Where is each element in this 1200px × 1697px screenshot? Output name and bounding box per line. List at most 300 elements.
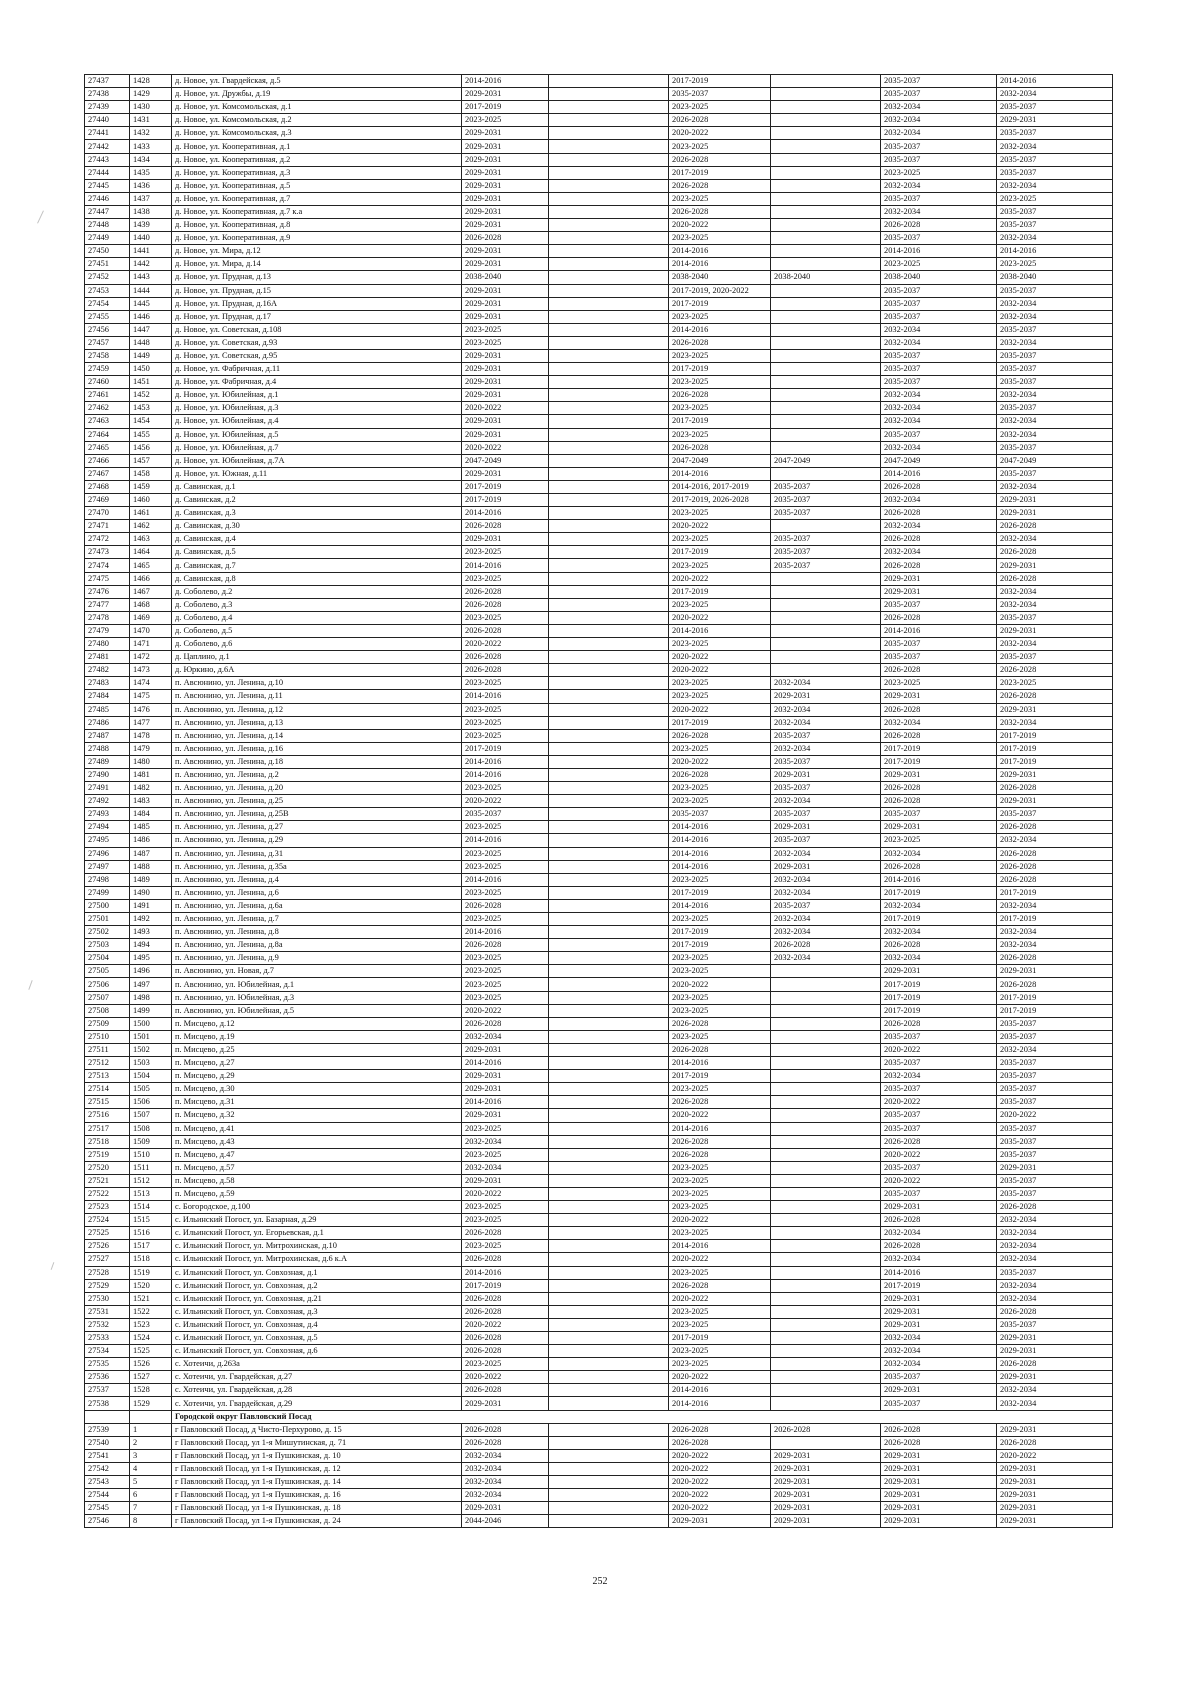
table-row	[85, 755, 1113, 768]
period-col-1-cell: 2020-2022	[462, 1371, 549, 1384]
address-cell: п. Мисцево, д.57	[172, 1161, 462, 1174]
address-cell: п. Мисцево, д.41	[172, 1122, 462, 1135]
period-col-6-cell: 2032-2034	[997, 140, 1113, 153]
row-local-number-cell: 1525	[130, 1345, 172, 1358]
table-row	[85, 179, 1113, 192]
period-col-4-cell	[771, 1030, 881, 1043]
period-col-5-cell: 2017-2019	[881, 1279, 997, 1292]
row-local-number-cell: 1435	[130, 166, 172, 179]
address-cell: д. Соболево, д.6	[172, 638, 462, 651]
period-col-3-cell: 2014-2016	[669, 899, 771, 912]
period-col-6-cell: 2035-2037	[997, 205, 1113, 218]
period-col-1-cell: 2029-2031	[462, 376, 549, 389]
period-col-3-cell: 2023-2025	[669, 1187, 771, 1200]
period-col-1-cell: 2023-2025	[462, 1148, 549, 1161]
row-id-cell: 27522	[85, 1187, 130, 1200]
period-col-4-cell	[771, 258, 881, 271]
row-local-number-cell: 1436	[130, 179, 172, 192]
period-col-3-cell: 2023-2025	[669, 1266, 771, 1279]
row-local-number-cell: 1520	[130, 1279, 172, 1292]
address-cell: п. Авсюнино, ул. Ленина, д.13	[172, 716, 462, 729]
address-cell: с. Ильинский Погост, ул. Совхозная, д.21	[172, 1292, 462, 1305]
table-row	[85, 127, 1113, 140]
row-id-cell: 27458	[85, 349, 130, 362]
period-col-4-cell: 2035-2037	[771, 808, 881, 821]
period-col-2-cell	[549, 1318, 669, 1331]
address-cell: с. Ильинский Погост, ул. Егорьевская, д.1	[172, 1227, 462, 1240]
period-col-5-cell: 2032-2034	[881, 402, 997, 415]
table-row	[85, 939, 1113, 952]
address-cell: с. Хотеичи, ул. Гвардейская, д.27	[172, 1371, 462, 1384]
row-id-cell: 27491	[85, 782, 130, 795]
row-id-cell: 27468	[85, 480, 130, 493]
period-col-6-cell: 2035-2037	[997, 153, 1113, 166]
period-col-6-cell: 2029-2031	[997, 624, 1113, 637]
table-row	[85, 520, 1113, 533]
table-row	[85, 716, 1113, 729]
row-local-number-cell: 1522	[130, 1305, 172, 1318]
address-cell: г Павловский Посад, ул 1-я Мишутинская, д. 71	[172, 1436, 462, 1449]
row-local-number-cell: 1501	[130, 1030, 172, 1043]
address-cell: г Павловский Посад, ул 1-я Пушкинская, д. 24	[172, 1515, 462, 1528]
period-col-5-cell: 2014-2016	[881, 873, 997, 886]
period-col-3-cell: 2026-2028	[669, 729, 771, 742]
address-cell: д. Новое, ул. Юбилейная, д.5	[172, 428, 462, 441]
period-col-2-cell	[549, 415, 669, 428]
period-col-6-cell: 2035-2037	[997, 402, 1113, 415]
table-row	[85, 1122, 1113, 1135]
period-col-1-cell: 2017-2019	[462, 101, 549, 114]
period-col-2-cell	[549, 166, 669, 179]
period-col-2-cell	[549, 258, 669, 271]
table-row	[85, 1214, 1113, 1227]
period-col-2-cell	[549, 1266, 669, 1279]
period-col-2-cell	[549, 1148, 669, 1161]
table-row	[85, 703, 1113, 716]
row-id-cell: 27471	[85, 520, 130, 533]
period-col-4-cell	[771, 441, 881, 454]
period-col-1-cell: 2014-2016	[462, 873, 549, 886]
period-col-3-cell: 2017-2019	[669, 297, 771, 310]
period-col-5-cell: 2035-2037	[881, 310, 997, 323]
period-col-3-cell: 2047-2049	[669, 454, 771, 467]
period-col-5-cell: 2023-2025	[881, 677, 997, 690]
period-col-5-cell: 2035-2037	[881, 232, 997, 245]
period-col-6-cell: 2026-2028	[997, 546, 1113, 559]
period-col-2-cell	[549, 873, 669, 886]
period-col-2-cell	[549, 559, 669, 572]
period-col-1-cell: 2029-2031	[462, 1502, 549, 1515]
period-col-4-cell	[771, 1305, 881, 1318]
period-col-5-cell: 2032-2034	[881, 205, 997, 218]
row-local-number-cell: 1486	[130, 834, 172, 847]
period-col-1-cell: 2029-2031	[462, 1083, 549, 1096]
address-cell: д. Новое, ул. Кооперативная, д.5	[172, 179, 462, 192]
scan-mark	[37, 210, 44, 223]
period-col-1-cell: 2032-2034	[462, 1030, 549, 1043]
table-row	[85, 795, 1113, 808]
section-title: Городской округ Павловский Посад	[172, 1410, 1113, 1423]
period-col-1-cell: 2017-2019	[462, 1279, 549, 1292]
period-col-5-cell: 2032-2034	[881, 114, 997, 127]
period-col-1-cell: 2026-2028	[462, 1384, 549, 1397]
period-col-3-cell: 2020-2022	[669, 1292, 771, 1305]
period-col-3-cell: 2020-2022	[669, 703, 771, 716]
period-col-2-cell	[549, 402, 669, 415]
table-row	[85, 494, 1113, 507]
period-col-5-cell: 2035-2037	[881, 1187, 997, 1200]
period-col-2-cell	[549, 1345, 669, 1358]
period-col-5-cell: 2029-2031	[881, 1318, 997, 1331]
period-col-3-cell: 2023-2025	[669, 795, 771, 808]
period-col-5-cell: 2035-2037	[881, 1030, 997, 1043]
address-cell: г Павловский Посад, ул 1-я Пушкинская, д. 10	[172, 1449, 462, 1462]
row-local-number-cell: 1438	[130, 205, 172, 218]
table-row	[85, 480, 1113, 493]
period-col-5-cell: 2029-2031	[881, 585, 997, 598]
period-col-3-cell: 2026-2028	[669, 1135, 771, 1148]
period-col-5-cell: 2029-2031	[881, 1476, 997, 1489]
empty-cell	[130, 1410, 172, 1423]
period-col-3-cell: 2023-2025	[669, 991, 771, 1004]
period-col-4-cell	[771, 1332, 881, 1345]
period-col-5-cell: 2020-2022	[881, 1043, 997, 1056]
period-col-3-cell: 2023-2025	[669, 192, 771, 205]
table-row	[85, 598, 1113, 611]
period-col-5-cell: 2035-2037	[881, 1057, 997, 1070]
period-col-6-cell: 2029-2031	[997, 507, 1113, 520]
table-row	[85, 310, 1113, 323]
period-col-5-cell: 2020-2022	[881, 1174, 997, 1187]
row-id-cell: 27511	[85, 1043, 130, 1056]
period-col-4-cell: 2029-2031	[771, 860, 881, 873]
period-col-2-cell	[549, 441, 669, 454]
period-col-3-cell: 2020-2022	[669, 1449, 771, 1462]
row-id-cell: 27500	[85, 899, 130, 912]
period-col-1-cell: 2026-2028	[462, 651, 549, 664]
period-col-3-cell: 2023-2025	[669, 232, 771, 245]
address-cell: п. Авсюнино, ул. Ленина, д.12	[172, 703, 462, 716]
period-col-4-cell	[771, 363, 881, 376]
row-local-number-cell: 1463	[130, 533, 172, 546]
period-col-6-cell: 2014-2016	[997, 75, 1113, 88]
period-col-1-cell: 2023-2025	[462, 114, 549, 127]
period-col-6-cell: 2035-2037	[997, 1096, 1113, 1109]
period-col-1-cell: 2017-2019	[462, 742, 549, 755]
period-col-1-cell: 2029-2031	[462, 1070, 549, 1083]
table-row	[85, 1266, 1113, 1279]
period-col-1-cell: 2029-2031	[462, 219, 549, 232]
period-col-6-cell: 2035-2037	[997, 1017, 1113, 1030]
table-row	[85, 1332, 1113, 1345]
period-col-3-cell: 2023-2025	[669, 1004, 771, 1017]
period-col-2-cell	[549, 1174, 669, 1187]
period-col-3-cell: 2026-2028	[669, 179, 771, 192]
period-col-3-cell: 2017-2019	[669, 1332, 771, 1345]
period-col-6-cell: 2026-2028	[997, 520, 1113, 533]
address-cell: д. Новое, ул. Юбилейная, д.7	[172, 441, 462, 454]
row-local-number-cell: 2	[130, 1436, 172, 1449]
period-col-2-cell	[549, 114, 669, 127]
period-col-4-cell	[771, 965, 881, 978]
row-id-cell: 27499	[85, 886, 130, 899]
table-row	[85, 88, 1113, 101]
period-col-4-cell	[771, 598, 881, 611]
row-local-number-cell: 1456	[130, 441, 172, 454]
table-row	[85, 219, 1113, 232]
address-cell: д. Соболево, д.5	[172, 624, 462, 637]
period-col-3-cell: 2017-2019	[669, 363, 771, 376]
row-id-cell: 27507	[85, 991, 130, 1004]
row-id-cell: 27481	[85, 651, 130, 664]
period-col-6-cell: 2023-2025	[997, 677, 1113, 690]
table-row	[85, 140, 1113, 153]
table-row	[85, 651, 1113, 664]
address-cell: д. Новое, ул. Комсомольская, д.1	[172, 101, 462, 114]
row-id-cell: 27493	[85, 808, 130, 821]
period-col-5-cell: 2026-2028	[881, 1423, 997, 1436]
period-col-3-cell: 2026-2028	[669, 768, 771, 781]
period-col-4-cell	[771, 310, 881, 323]
period-col-6-cell: 2035-2037	[997, 1083, 1113, 1096]
period-col-2-cell	[549, 1161, 669, 1174]
period-col-5-cell: 2035-2037	[881, 192, 997, 205]
period-col-6-cell: 2047-2049	[997, 454, 1113, 467]
table-row	[85, 1397, 1113, 1410]
address-cell: д. Новое, ул. Кооперативная, д.7 к.а	[172, 205, 462, 218]
period-col-6-cell: 2035-2037	[997, 808, 1113, 821]
address-cell: д. Новое, ул. Юбилейная, д.7А	[172, 454, 462, 467]
row-id-cell: 27438	[85, 88, 130, 101]
period-col-4-cell	[771, 624, 881, 637]
period-col-6-cell: 2026-2028	[997, 572, 1113, 585]
period-col-3-cell: 2020-2022	[669, 1253, 771, 1266]
period-col-1-cell: 2029-2031	[462, 205, 549, 218]
row-id-cell: 27536	[85, 1371, 130, 1384]
period-col-4-cell	[771, 297, 881, 310]
period-col-2-cell	[549, 140, 669, 153]
row-id-cell: 27443	[85, 153, 130, 166]
address-cell: с. Ильинский Погост, ул. Митрохинская, д.10	[172, 1240, 462, 1253]
row-local-number-cell: 1513	[130, 1187, 172, 1200]
period-col-4-cell	[771, 651, 881, 664]
period-col-2-cell	[549, 755, 669, 768]
period-col-6-cell: 2035-2037	[997, 376, 1113, 389]
period-col-5-cell: 2026-2028	[881, 1436, 997, 1449]
period-col-6-cell: 2035-2037	[997, 1148, 1113, 1161]
table-row	[85, 572, 1113, 585]
row-id-cell: 27520	[85, 1161, 130, 1174]
period-col-5-cell: 2032-2034	[881, 926, 997, 939]
period-col-6-cell: 2029-2031	[997, 1423, 1113, 1436]
row-id-cell: 27482	[85, 664, 130, 677]
period-col-3-cell: 2014-2016	[669, 860, 771, 873]
period-col-5-cell: 2029-2031	[881, 1292, 997, 1305]
period-col-6-cell: 2026-2028	[997, 821, 1113, 834]
period-col-4-cell	[771, 1135, 881, 1148]
period-col-2-cell	[549, 1279, 669, 1292]
period-col-2-cell	[549, 428, 669, 441]
period-col-2-cell	[549, 1057, 669, 1070]
row-local-number-cell: 1491	[130, 899, 172, 912]
row-id-cell: 27479	[85, 624, 130, 637]
period-col-5-cell: 2029-2031	[881, 1462, 997, 1475]
period-col-5-cell: 2026-2028	[881, 1017, 997, 1030]
row-id-cell: 27459	[85, 363, 130, 376]
row-local-number-cell: 1483	[130, 795, 172, 808]
period-col-6-cell: 2023-2025	[997, 192, 1113, 205]
table-row	[85, 1384, 1113, 1397]
period-col-6-cell: 2026-2028	[997, 952, 1113, 965]
period-col-6-cell: 2032-2034	[997, 88, 1113, 101]
row-id-cell: 27449	[85, 232, 130, 245]
row-id-cell: 27439	[85, 101, 130, 114]
period-col-6-cell: 2035-2037	[997, 611, 1113, 624]
row-local-number-cell: 1519	[130, 1266, 172, 1279]
period-col-2-cell	[549, 533, 669, 546]
row-id-cell: 27502	[85, 926, 130, 939]
address-cell: с. Ильинский Погост, ул. Совхозная, д.1	[172, 1266, 462, 1279]
period-col-2-cell	[549, 323, 669, 336]
period-col-3-cell: 2026-2028	[669, 336, 771, 349]
period-col-4-cell	[771, 349, 881, 362]
row-id-cell: 27529	[85, 1279, 130, 1292]
period-col-3-cell: 2014-2016	[669, 1122, 771, 1135]
period-col-4-cell	[771, 127, 881, 140]
period-col-6-cell: 2029-2031	[997, 1476, 1113, 1489]
period-col-6-cell: 2029-2031	[997, 1345, 1113, 1358]
period-col-5-cell: 2032-2034	[881, 101, 997, 114]
period-col-5-cell: 2032-2034	[881, 847, 997, 860]
table-row	[85, 1109, 1113, 1122]
period-col-6-cell: 2029-2031	[997, 1502, 1113, 1515]
address-cell: с. Ильинский Погост, ул. Совхозная, д.2	[172, 1279, 462, 1292]
period-col-3-cell: 2014-2016	[669, 1384, 771, 1397]
table-row	[85, 860, 1113, 873]
row-local-number-cell: 1469	[130, 611, 172, 624]
row-local-number-cell: 1528	[130, 1384, 172, 1397]
period-col-1-cell: 2023-2025	[462, 1201, 549, 1214]
table-row	[85, 1515, 1113, 1528]
period-col-4-cell: 2032-2034	[771, 716, 881, 729]
period-col-3-cell: 2023-2025	[669, 1161, 771, 1174]
row-local-number-cell: 1521	[130, 1292, 172, 1305]
period-col-2-cell	[549, 1449, 669, 1462]
period-col-6-cell: 2026-2028	[997, 873, 1113, 886]
row-local-number-cell: 1514	[130, 1201, 172, 1214]
row-local-number-cell: 1509	[130, 1135, 172, 1148]
period-col-4-cell	[771, 1070, 881, 1083]
table-row	[85, 389, 1113, 402]
row-local-number-cell: 1488	[130, 860, 172, 873]
period-col-3-cell: 2014-2016	[669, 847, 771, 860]
period-col-2-cell	[549, 913, 669, 926]
address-cell: п. Авсюнино, ул. Ленина, д.25В	[172, 808, 462, 821]
address-cell: п. Авсюнино, ул. Ленина, д.6а	[172, 899, 462, 912]
period-col-1-cell: 2026-2028	[462, 664, 549, 677]
period-col-4-cell	[771, 101, 881, 114]
address-cell: д. Новое, ул. Юбилейная, д.3	[172, 402, 462, 415]
table-row	[85, 402, 1113, 415]
period-col-2-cell	[549, 520, 669, 533]
period-col-5-cell: 2032-2034	[881, 1070, 997, 1083]
period-col-4-cell: 2032-2034	[771, 886, 881, 899]
period-col-1-cell: 2014-2016	[462, 1096, 549, 1109]
table-row	[85, 1004, 1113, 1017]
period-col-2-cell	[549, 1083, 669, 1096]
period-col-1-cell: 2023-2025	[462, 677, 549, 690]
period-col-5-cell: 2026-2028	[881, 703, 997, 716]
period-col-6-cell: 2035-2037	[997, 363, 1113, 376]
address-cell: п. Мисцево, д.47	[172, 1148, 462, 1161]
period-col-4-cell	[771, 1266, 881, 1279]
period-col-3-cell: 2023-2025	[669, 533, 771, 546]
row-local-number-cell: 1500	[130, 1017, 172, 1030]
period-col-2-cell	[549, 232, 669, 245]
address-cell: п. Авсюнино, ул. Ленина, д.11	[172, 690, 462, 703]
period-col-6-cell: 2017-2019	[997, 913, 1113, 926]
period-col-6-cell: 2032-2034	[997, 1253, 1113, 1266]
period-col-4-cell	[771, 402, 881, 415]
row-local-number-cell: 1507	[130, 1109, 172, 1122]
row-local-number-cell: 1529	[130, 1397, 172, 1410]
period-col-2-cell	[549, 1227, 669, 1240]
period-col-1-cell: 2023-2025	[462, 1240, 549, 1253]
section-header-row	[85, 1410, 1113, 1423]
table-row	[85, 1253, 1113, 1266]
period-col-3-cell: 2020-2022	[669, 664, 771, 677]
period-col-6-cell: 2032-2034	[997, 1384, 1113, 1397]
period-col-5-cell: 2032-2034	[881, 1253, 997, 1266]
row-id-cell: 27477	[85, 598, 130, 611]
period-col-4-cell	[771, 1279, 881, 1292]
period-col-4-cell	[771, 192, 881, 205]
period-col-4-cell: 2047-2049	[771, 454, 881, 467]
row-local-number-cell: 6	[130, 1489, 172, 1502]
row-id-cell: 27442	[85, 140, 130, 153]
period-col-3-cell: 2023-2025	[669, 1305, 771, 1318]
period-col-1-cell: 2029-2031	[462, 310, 549, 323]
period-col-6-cell: 2032-2034	[997, 1214, 1113, 1227]
period-col-5-cell: 2017-2019	[881, 1004, 997, 1017]
period-col-5-cell: 2032-2034	[881, 1227, 997, 1240]
address-cell: с. Ильинский Погост, ул. Совхозная, д.6	[172, 1345, 462, 1358]
row-local-number-cell: 1480	[130, 755, 172, 768]
row-local-number-cell: 1466	[130, 572, 172, 585]
row-local-number-cell: 1502	[130, 1043, 172, 1056]
row-local-number-cell: 1492	[130, 913, 172, 926]
period-col-4-cell	[771, 245, 881, 258]
period-col-1-cell: 2020-2022	[462, 1318, 549, 1331]
row-local-number-cell: 1475	[130, 690, 172, 703]
period-col-1-cell: 2023-2025	[462, 991, 549, 1004]
row-id-cell: 27542	[85, 1462, 130, 1475]
period-col-2-cell	[549, 677, 669, 690]
period-col-2-cell	[549, 1489, 669, 1502]
period-col-5-cell: 2026-2028	[881, 939, 997, 952]
period-col-4-cell	[771, 1397, 881, 1410]
row-local-number-cell: 1482	[130, 782, 172, 795]
period-col-4-cell	[771, 611, 881, 624]
period-col-1-cell: 2026-2028	[462, 1345, 549, 1358]
row-local-number-cell: 1	[130, 1423, 172, 1436]
period-col-2-cell	[549, 389, 669, 402]
period-col-5-cell: 2014-2016	[881, 1266, 997, 1279]
period-col-2-cell	[549, 1515, 669, 1528]
row-id-cell: 27526	[85, 1240, 130, 1253]
row-id-cell: 27545	[85, 1502, 130, 1515]
period-col-4-cell	[771, 1358, 881, 1371]
